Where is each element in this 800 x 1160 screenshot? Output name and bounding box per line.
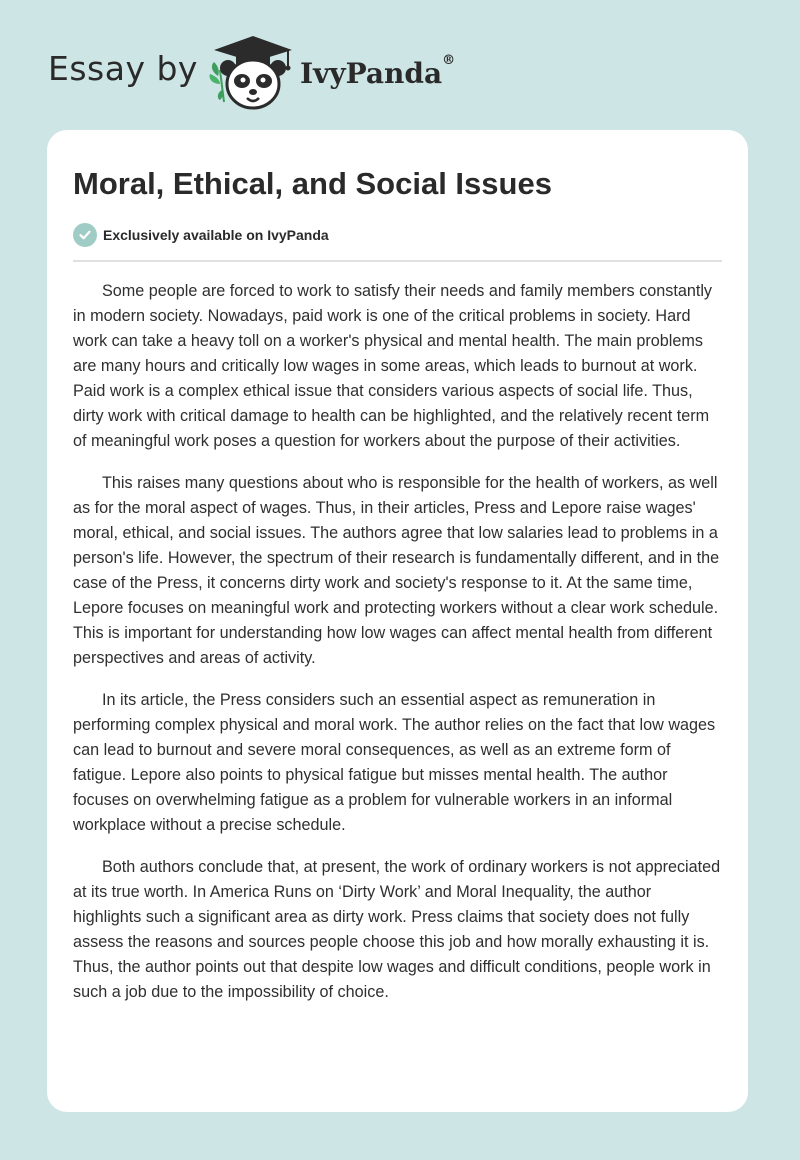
brand-prefix: Essay by (48, 48, 198, 88)
paragraph: This raises many questions about who is responsible for the health of workers, as well as for the moral aspect of wages. Thus, in their articles, Press and Lepore raise wages' moral, ethical, and social issues. The authors agree that low salaries lead to problems in a person's life. However, the spectrum of their research is fundamentally different, and in the case of the Press, it concerns dirty work and society's response to it. At the same time, Lepore focuses on meaningful work and protecting workers without a clear work schedule. This is important for understanding how low wages can affect mental health from different perspectives and areas of activity. (73, 474, 720, 667)
paragraph: Both authors conclude that, at present, the work of ordinary workers is not appreciated at its true worth. In America Runs on ‘Dirty Work’ and Moral Inequality, the author highlights such a significant area as dirty work. Press claims that society does not fully assess the reasons and sources people choose this job and how morally exhausting it is. Thus, the author points out that despite low wages and difficult conditions, people work in such a job due to the impossibility of choice. (73, 858, 721, 1001)
site-header (48, 32, 455, 112)
check-circle-icon (73, 223, 97, 247)
paragraph: Some people are forced to work to satisfy their needs and family members constantly in modern society. Nowadays, paid work is one of the critical problems in society. Hard work can take a heavy toll on a worker's physical and mental health. The main problems are many hours and critically low wages in some areas, which leads to burnout at work. Paid work is a complex ethical issue that considers various aspects of social life. Thus, dirty work with critical damage to health can be highlighted, and the relatively recent term of meaningful work poses a question for workers about the purpose of their activities. (73, 282, 713, 450)
essay-body (73, 279, 722, 1005)
divider (73, 260, 722, 262)
essay-card (47, 130, 748, 1112)
page-title: Moral, Ethical, and Social Issues (73, 166, 552, 201)
registered-mark: ® (442, 52, 456, 68)
availability-badge (73, 223, 722, 247)
paragraph: In its article, the Press considers such an essential aspect as remuneration in performing complex physical and moral work. The author relies on the fact that low wages can lead to burnout and severe moral consequences, as well as an extreme form of fatigue. Lepore also points to physical fatigue but misses mental health. The author focuses on overwhelming fatigue as a problem for vulnerable workers in an informal workplace without a precise schedule. (73, 691, 716, 834)
panda-graduation-cap-icon[interactable] (208, 32, 298, 112)
availability-text: Exclusively available on IvyPanda (103, 227, 329, 243)
brand-name[interactable]: IvyPanda® (299, 52, 456, 90)
